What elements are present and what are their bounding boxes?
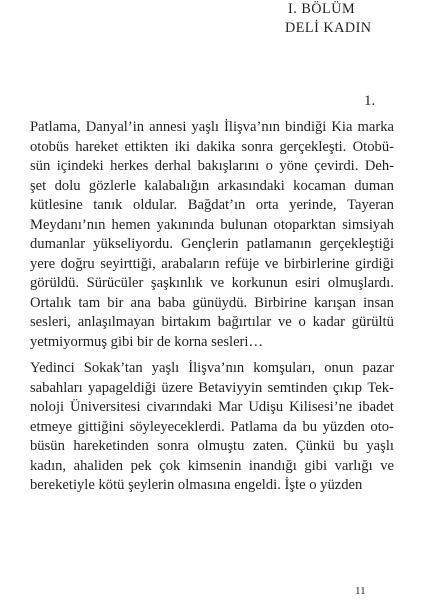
paragraph [30, 359, 394, 496]
text-line: sün içindeki herkes derhal bakışlarını o yöne çevirdi. Deh- [30, 158, 394, 174]
text-line: Ortalık tam bir ana baba günüydü. Birbirine karışan insan [30, 294, 394, 311]
paragraph [30, 118, 394, 352]
text-line: kadın, ahaliden pek çok kimsenin inandığı gibi varlığı ve [30, 457, 394, 474]
text-line: yere doğru seyirttiği, arabaların refüje ve birbirlerine girdiği [30, 255, 394, 272]
section-number: 1. [364, 93, 376, 109]
text-line: etmeye gittiğini söyleyeceklerdi. Patlama da bu yüzden oto- [30, 418, 394, 435]
page-number: 11 [355, 585, 366, 597]
text-line: Patlama, Danyal’in annesi yaşlı İlişva’nın bindiği Kia marka [30, 119, 394, 135]
part-label: I. BÖLÜM [288, 1, 356, 17]
text-line: noloji Üniversitesi civarındaki Mar Udişu Kilisesi’ne ibadet [30, 399, 394, 415]
chapter-title: DELİ KADIN [285, 20, 372, 36]
text-line: yetmiyormuş gibi bir de korna sesleri… [30, 333, 264, 350]
text-line: Meydanı’nın hemen yakınında bulunan otoparktan simsiyah [30, 216, 394, 233]
text-line: sesleri, anlaşılmayan birtakım bağırtılar ve o kadar gürültü [30, 314, 394, 330]
text-line: bereketiyle kötü şeylerin olmasına engeldi. İşte o yüzden [30, 477, 363, 493]
text-line: dumanlar yükseliyordu. Gençlerin patlamanın gerçekleştiği [30, 236, 394, 252]
text-line: kütlesine tanık oldular. Bağdat’ın orta yerinde, Tayeran [30, 197, 394, 213]
text-line: şet dolu gözlerle kalabalığın arkasındaki kocaman duman [30, 177, 394, 194]
text-line: büsün hareketinden sonra olmuştu zaten. Çünkü bu yaşlı [30, 438, 394, 454]
text-line: sabahları yapageldiği üzere Betaviyyin semtinden çıkıp Tek- [30, 379, 394, 396]
text-line: Yedinci Sokak’tan yaşlı İlişva’nın komşuları, onun pazar [30, 360, 394, 376]
body-text [30, 118, 394, 496]
text-line: otobüs hareket ettikten iki dakika sonra gerçekleşti. Otobü- [30, 138, 394, 155]
text-line: görüldü. Sürücüler şaşkınlık ve korkunun esiri olmuşlardı. [30, 275, 394, 291]
